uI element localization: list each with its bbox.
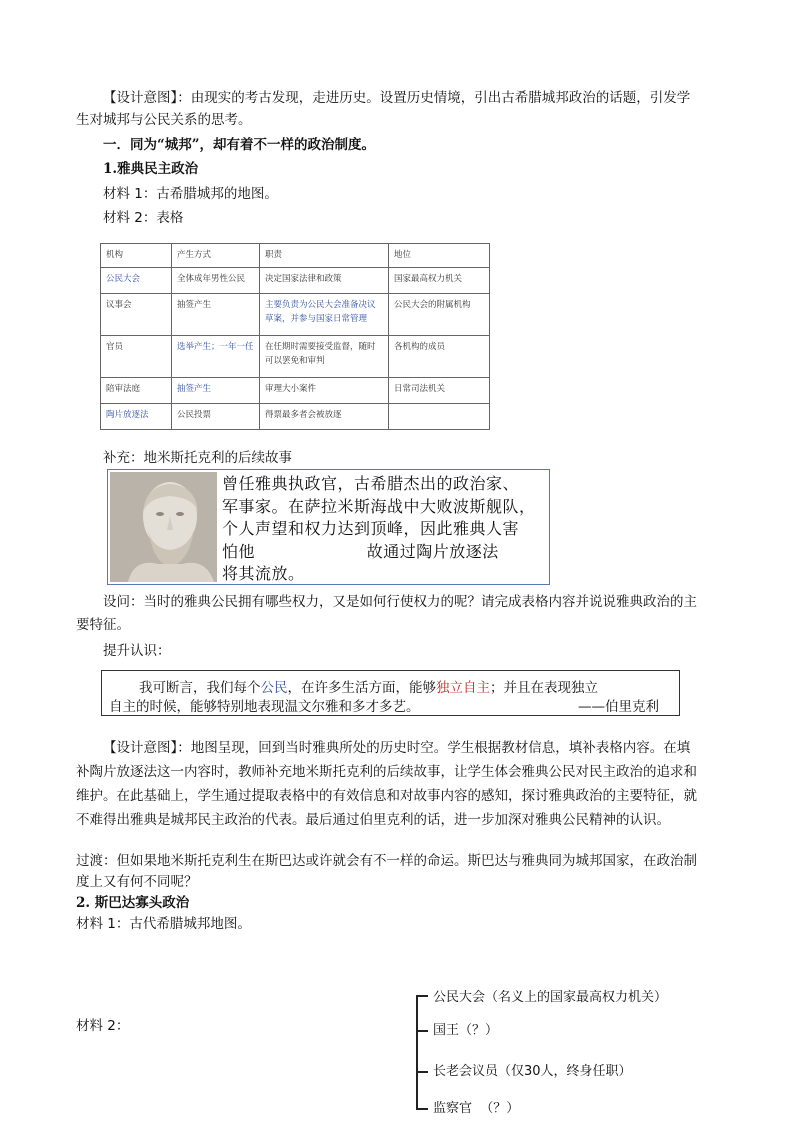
table-cell: 抽签产生: [172, 294, 260, 336]
story-line: 怕他 故通过陶片放逐法: [222, 541, 499, 561]
themistocles-story-box: [107, 469, 550, 585]
story-line: 军事家。在萨拉米斯海战中大败波斯舰队，: [222, 496, 536, 516]
quote-author: ——伯里克利: [578, 699, 659, 715]
story-line: 曾任雅典执政官，古希腊杰出的政治家、: [222, 474, 520, 493]
material-label: 材料 2：表格: [103, 210, 184, 226]
table-cell: 陪审法庭: [101, 378, 172, 404]
table-cell: 得票最多者会被放逐: [260, 404, 389, 430]
raise-label: 提升认识：: [103, 643, 171, 659]
quote-highlight-independence: 独立自主: [436, 680, 490, 696]
tree-node: 国王（？）: [433, 1023, 499, 1038]
tree-node: 公民大会（名义上的国家最高权力机关）: [433, 990, 668, 1005]
material-label: 材料 1：古代希腊城邦地图。: [76, 916, 251, 932]
quote-text: ，在许多生活方面，能够: [287, 680, 436, 696]
subsection-title: 2. 斯巴达寡头政治: [76, 895, 190, 911]
table-row: [101, 378, 490, 404]
table-header: 地位: [389, 244, 490, 268]
bust-portrait: [110, 472, 217, 582]
material-label: 材料 2：: [76, 1018, 130, 1034]
quote-line: 自主的时候，能够特别地表现温文尔雅和多才多艺。: [109, 699, 420, 715]
pericles-quote-box: [101, 670, 680, 716]
design-intent-line: 补陶片放逐法这一内容时，教师补充地米斯托克利的后续故事，让学生体会雅典公民对民主政治的追求和: [76, 764, 697, 780]
question-line: 设问：当时的雅典公民拥有哪些权力，又是如何行使权力的呢？请完成表格内容并说说雅典政治的主: [103, 594, 697, 610]
question-line: 要特征。: [76, 617, 130, 633]
quote-text: ；并且在表现独立: [490, 680, 598, 696]
subsection-title: 1.雅典民主政治: [103, 161, 199, 177]
athens-institutions-table: [100, 243, 490, 430]
table-cell: 议事会: [101, 294, 172, 336]
material-label: 材料 1：古希腊城邦的地图。: [103, 186, 278, 202]
story-line: 将其流放。: [222, 564, 305, 583]
table-cell: 日常司法机关: [389, 378, 490, 404]
section-heading: 一．同为“城邦”，却有着不一样的政治制度。: [103, 137, 376, 153]
quote-line: [139, 676, 598, 696]
design-intent-line: 【设计意图】：地图呈现，回到当时雅典所处的历史时空。学生根据教材信息，填补表格内容。在填: [103, 740, 691, 756]
table-cell: 选举产生；一年一任: [172, 336, 260, 378]
table-cell: 公民投票: [172, 404, 260, 430]
table-header: 职责: [260, 244, 389, 268]
table-cell: 决定国家法律和政策: [260, 268, 389, 294]
table-row: [101, 336, 490, 378]
tree-branch: [416, 1071, 428, 1073]
quote-text: 我可断言，我们每个: [139, 680, 261, 696]
table-cell: 公民大会的附属机构: [389, 294, 490, 336]
transition-line: 度上又有何不同呢？: [76, 874, 198, 890]
table-row: [101, 294, 490, 336]
table-row: [101, 268, 490, 294]
table-cell: [389, 404, 490, 430]
table-cell: 审理大小案件: [260, 378, 389, 404]
story-line: 个人声望和权力达到顶峰，因此雅典人害: [222, 519, 520, 538]
table-row: [101, 404, 490, 430]
table-cell: 主要负责为公民大会准备决议草案，并参与国家日常管理: [260, 294, 389, 336]
supplement-label: 补充：地米斯托克利的后续故事: [103, 450, 292, 466]
table-cell: 在任期时需要接受监督，随时可以罢免和审判: [260, 336, 389, 378]
tree-node: 长老会议员（仅30人，终身任职）: [433, 1064, 632, 1079]
table-cell: 官员: [101, 336, 172, 378]
table-cell: 全体成年男性公民: [172, 268, 260, 294]
design-intent-line: 不难得出雅典是城邦民主政治的代表。最后通过伯里克利的话，进一步加深对雅典公民精神的认识。: [76, 812, 670, 828]
table-cell: 各机构的成员: [389, 336, 490, 378]
transition-line: 过渡：但如果地米斯托克利生在斯巴达或许就会有不一样的命运。斯巴达与雅典同为城邦国家，在政治制: [76, 853, 697, 869]
design-intent-line: 维护。在此基础上，学生通过提取表格中的有效信息和对故事内容的感知，探讨雅典政治的主要特征，就: [76, 788, 697, 804]
tree-node: 监察官 （？）: [433, 1101, 520, 1116]
tree-branch: [416, 1108, 428, 1110]
tree-branch: [416, 1030, 428, 1032]
table-header: 产生方式: [172, 244, 260, 268]
table-cell: 陶片放逐法: [101, 404, 172, 430]
table-cell: 公民大会: [101, 268, 172, 294]
tree-branch: [416, 995, 428, 997]
table-cell: 抽签产生: [172, 378, 260, 404]
design-intent-line: 生对城邦与公民关系的思考。: [76, 112, 252, 128]
table-header: 机构: [101, 244, 172, 268]
design-intent-line: 【设计意图】：由现实的考古发现，走进历史。设置历史情境，引出古希腊城邦政治的话题，引发学: [103, 90, 691, 106]
quote-highlight-citizen: 公民: [260, 680, 288, 696]
tree-trunk: [416, 995, 418, 1109]
story-text: [222, 473, 544, 586]
table-cell: 国家最高权力机关: [389, 268, 490, 294]
